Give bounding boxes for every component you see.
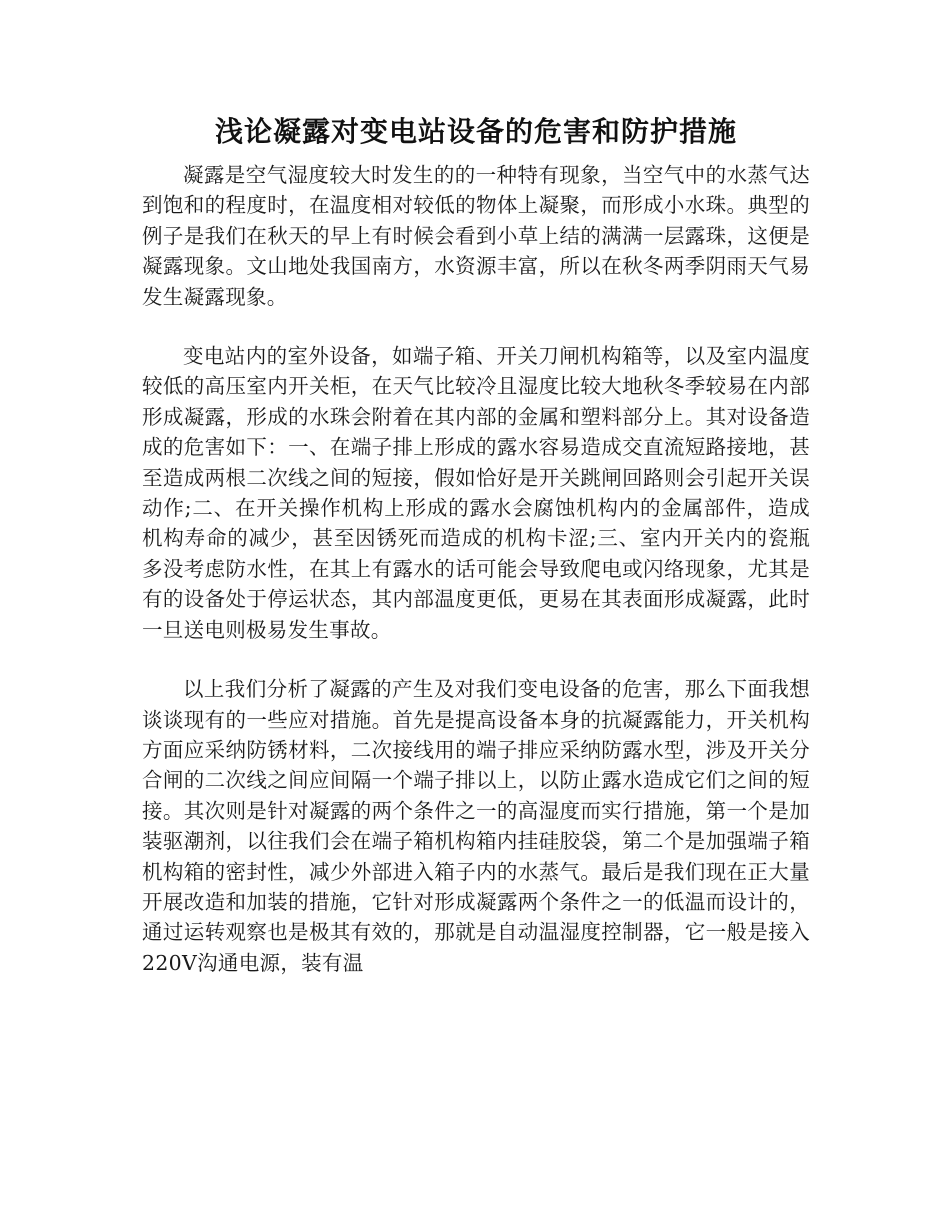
paragraph-spacer (142, 312, 810, 341)
paragraph-countermeasures: 以上我们分析了凝露的产生及对我们变电设备的危害，那么下面我想谈谈现有的一些应对措施。首先是提高设备本身的抗凝露能力，开关机构方面应采纳防锈材料，二次接线用的端子排应采纳防露水型，涉及开关分合闸的二次线之间应间隔一个端子排以上，以防止露水造成它们之间的短接。其次则是针对凝露的两个条件之一的高湿度而实行措施，第一个是加装驱潮剂，以往我们会在端子箱机构箱内挂硅胶袋，第二个是加强端子箱机构箱的密封性，减少外部进入箱子内的水蒸气。最后是我们现在正大量开展改造和加装的措施，它针对形成凝露两个条件之一的低温而设计的，通过运转观察也是极其有效的，那就是自动温湿度控制器，它一般是接入220V沟通电源，装有温 (142, 677, 810, 975)
paragraph-spacer (142, 645, 810, 674)
paragraph-condensation-definition: 凝露是空气湿度较大时发生的的一种特有现象，当空气中的水蒸气达到饱和的程度时，在温度相对较低的物体上凝聚，而形成小水珠。典型的例子是我们在秋天的早上有时候会看到小草上结的满满一层露珠，这便是凝露现象。文山地处我国南方，水资源丰富，所以在秋冬两季阴雨天气易发生凝露现象。 (142, 163, 810, 309)
paragraph-equipment-hazards: 变电站内的室外设备，如端子箱、开关刀闸机构箱等，以及室内温度较低的高压室内开关柜，在天气比较冷且湿度比较大地秋冬季较易在内部形成凝露，形成的水珠会附着在其内部的金属和塑料部分上。其对设备造成的危害如下：一、在端子排上形成的露水容易造成交直流短路接地，甚至造成两根二次线之间的短接，假如恰好是开关跳闸回路则会引起开关误动作;二、在开关操作机构上形成的露水会腐蚀机构内的金属部件，造成机构寿命的减少，甚至因锈死而造成的机构卡涩;三、室内开关内的瓷瓶多没考虑防水性，在其上有露水的话可能会导致爬电或闪络现象，尤其是有的设备处于停运状态，其内部温度更低，更易在其表面形成凝露，此时一旦送电则极易发生事故。 (142, 344, 810, 642)
document-title: 浅论凝露对变电站设备的危害和防护措施 (214, 115, 737, 148)
